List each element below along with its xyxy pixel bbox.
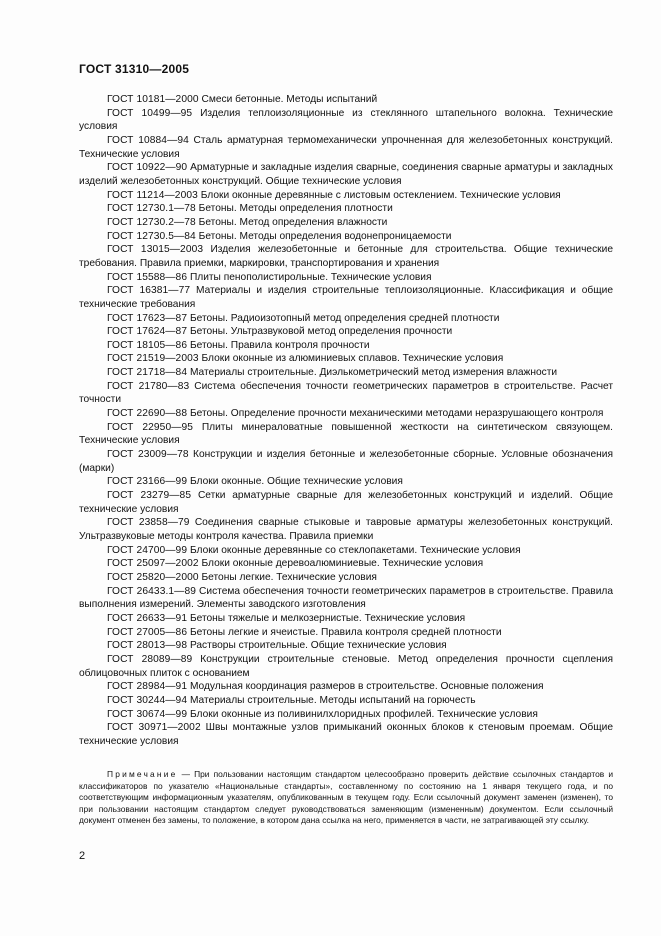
reference-item [79,134,613,161]
reference-item [79,680,613,694]
reference-code: ГОСТ 13015—2003 [107,244,204,256]
reference-code: ГОСТ 17624—87 [107,326,188,338]
reference-code: ГОСТ 25097—2002 [107,558,199,570]
reference-title: Растворы строительные. Общие технические условия [189,640,447,652]
reference-title: Изделия железобетонные и бетонные для строительства. Общие технические требования. Правила приемки, маркировки, транспортирования и хранения [79,244,614,269]
note-paragraph [79,769,613,827]
reference-code: ГОСТ 26433.1—89 [107,585,196,597]
reference-title: Блоки оконные из поливинилхлоридных профилей. Технические условия [189,708,538,720]
reference-title: Система обеспечения точности геометрических параметров в строительстве. Расчет точности [79,380,613,406]
reference-title: Система обеспечения точности геометрических параметров в строительстве. Правила выполнения измерений. Элементы заводского изготовления [79,585,613,611]
reference-title: Плиты пенополистирольные. Технические условия [189,271,432,283]
reference-item [79,475,613,489]
reference-code: ГОСТ 30674—99 [107,708,188,720]
reference-code: ГОСТ 24700—99 [107,544,188,556]
reference-item [79,585,613,612]
reference-title: Бетоны. Метод определения влажности [198,216,388,228]
reference-code: ГОСТ 25820—2000 [107,571,199,583]
reference-title: Бетоны. Методы определения водонепроницаемости [198,230,452,242]
normative-references-list [79,93,613,749]
reference-code: ГОСТ 10884—94 [107,134,189,146]
reference-code: ГОСТ 22950—95 [107,421,194,433]
reference-item [79,271,613,285]
reference-title: Бетоны. Правила контроля прочности [189,339,370,351]
reference-code: ГОСТ 23166—99 [107,476,188,488]
reference-item [79,243,613,270]
reference-item [79,516,613,543]
reference-code: ГОСТ 28013—98 [107,640,188,652]
reference-code: ГОСТ 30971—2002 [107,722,201,734]
reference-title: Бетоны. Определение прочности механическими методами неразрушающего контроля [189,408,604,420]
reference-item [79,448,613,475]
reference-code: ГОСТ 21718—84 [107,367,188,379]
reference-title: Модульная координация размеров в строительстве. Основные положения [189,681,544,693]
reference-title: Изделия теплоизоляционные из стеклянного штапельного волокна. Технические условия [79,107,613,133]
reference-code: ГОСТ 23858—79 [107,517,190,529]
reference-title: Конструкции строительные стеновые. Метод определения прочности сцепления облицовочных плиток с основанием [79,653,613,679]
reference-item [79,653,613,680]
reference-item [79,612,613,626]
reference-item [79,544,613,558]
reference-code: ГОСТ 10181—2000 [107,94,199,105]
reference-title: Материалы и изделия строительные теплоизоляционные. Классификация и общие технические требования [79,285,613,310]
reference-item [79,421,613,448]
note-label: Примечание [107,769,178,779]
reference-title: Бетоны легкие. Технические условия [201,571,377,583]
reference-code: ГОСТ 10499—95 [107,107,193,119]
reference-code: ГОСТ 11214—2003 [107,189,198,201]
reference-item [79,312,613,326]
reference-code: ГОСТ 23009—78 [107,449,189,461]
reference-item [79,216,613,230]
reference-item [79,407,613,421]
reference-item [79,189,613,203]
reference-item [79,721,613,748]
reference-item [79,380,613,407]
reference-item [79,639,613,653]
reference-title: Материалы строительные. Методы испытаний на горючесть [189,694,476,706]
reference-title: Блоки оконные деревоалюминиевые. Технические условия [201,558,484,570]
reference-title: Смеси бетонные. Методы испытаний [201,94,378,105]
reference-code: ГОСТ 12730.2—78 [107,216,196,228]
reference-title: Соединения сварные стыковые и тавровые арматуры железобетонных конструкций. Ультразвуковые методы контроля качества. Правила приемки [79,517,613,542]
reference-title: Бетоны тяжелые и мелкозернистые. Технические условия [189,612,466,624]
reference-title: Бетоны. Методы определения плотности [198,203,393,215]
reference-item [79,708,613,722]
reference-title: Сетки арматурные сварные для железобетонных конструкций и изделий. Общие технические условия [79,490,614,515]
reference-code: ГОСТ 26633—91 [107,612,188,624]
reference-item [79,352,613,366]
reference-code: ГОСТ 18105—86 [107,339,188,351]
reference-item [79,93,613,107]
reference-title: Блоки оконные из алюминиевых сплавов. Технические условия [201,353,504,365]
reference-code: ГОСТ 15588—86 [107,271,188,283]
reference-title: Бетоны легкие и ячеистые. Правила контроля средней плотности [189,626,502,638]
reference-code: ГОСТ 16381—77 [107,285,191,297]
reference-item [79,366,613,380]
reference-code: ГОСТ 27005—86 [107,626,188,638]
reference-title: Плиты минераловатные повышенной жесткости на синтетическом связующем. Технические условия [79,421,613,447]
reference-code: ГОСТ 28089—89 [107,653,193,665]
reference-item [79,571,613,585]
reference-item [79,230,613,244]
reference-item [79,626,613,640]
reference-code: ГОСТ 10922—90 [107,162,188,174]
reference-title: Бетоны. Ультразвуковой метод определения прочности [189,326,453,338]
reference-title: Блоки оконные деревянные с листовым остеклением. Технические условия [200,189,561,201]
reference-code: ГОСТ 22690—88 [107,408,188,420]
page-header-doc-id: ГОСТ 31310—2005 [79,62,190,76]
reference-code: ГОСТ 21780—83 [107,380,190,392]
note-text: — При пользовании настоящим стандартом целесообразно проверить действие ссылочных стандартов и классификаторов по указателю «Национальные стандарты», составленному по состоянию на 1 января текущего года, и по соответствующим информационным указателям, опубликованным в текущем году. Если ссылочный документ заменен (изменен), то при пользовании настоящим стандартом следует руководствоваться заменяющим (измененным) документом. Если ссылочный документ отменен без замены, то положение, в котором дана ссылка на него, применяется в части, не затрагивающей эту ссылку. [79,769,614,826]
reference-code: ГОСТ 21519—2003 [107,353,199,365]
reference-item [79,489,613,516]
reference-title: Материалы строительные. Диэлькометрический метод измерения влажности [189,367,558,379]
reference-item [79,325,613,339]
reference-title: Швы монтажные узлов примыканий оконных блоков к стеновым проемам. Общие технические условия [79,722,613,747]
reference-title: Блоки оконные. Общие технические условия [189,476,403,488]
reference-code: ГОСТ 12730.5—84 [107,230,196,242]
reference-title: Арматурные и закладные изделия сварные, соединения сварные арматуры и закладных изделий железобетонных конструкций. Общие технические условия [79,162,613,187]
reference-code: ГОСТ 23279—85 [107,490,192,502]
reference-item [79,284,613,311]
reference-code: ГОСТ 30244—94 [107,694,188,706]
reference-title: Бетоны. Радиоизотопный метод определения средней плотности [189,312,500,324]
reference-code: ГОСТ 12730.1—78 [107,203,196,215]
reference-code: ГОСТ 28984—91 [107,681,188,693]
reference-item [79,557,613,571]
reference-item [79,107,613,134]
reference-item [79,161,613,188]
reference-title: Блоки оконные деревянные со стеклопакетами. Технические условия [189,544,521,556]
reference-code: ГОСТ 17623—87 [107,312,188,324]
reference-title: Сталь арматурная термомеханически упрочненная для железобетонных конструкций. Технические условия [79,134,613,160]
reference-item [79,339,613,353]
page-number: 2 [79,850,86,862]
reference-title: Конструкции и изделия бетонные и железобетонные сборные. Условные обозначения (марки) [79,449,613,474]
reference-item [79,202,613,216]
reference-item [79,694,613,708]
